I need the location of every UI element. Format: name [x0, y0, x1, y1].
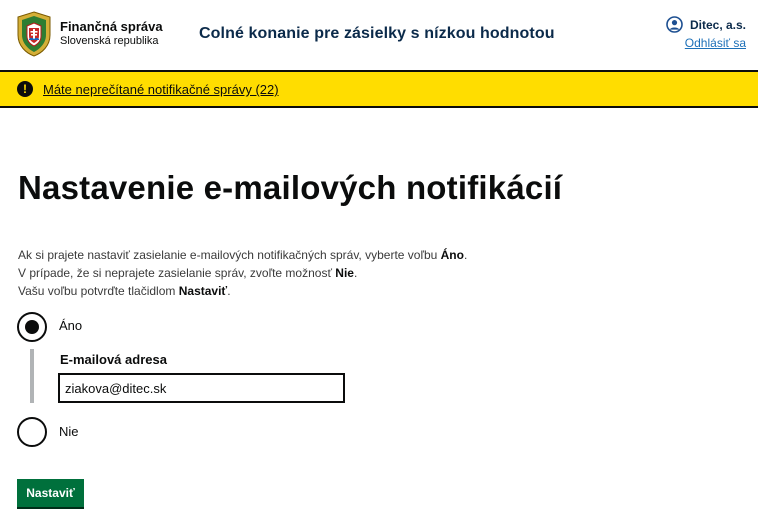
email-label: E-mailová adresa: [60, 352, 167, 367]
intro-line: Vašu voľbu potvrďte tlačidlom Nastaviť.: [18, 284, 231, 298]
service-title[interactable]: Colné konanie pre zásielky s nízkou hodnotou: [199, 25, 555, 42]
logout-link[interactable]: Odhlásiť sa: [684, 36, 746, 50]
state-emblem-icon[interactable]: [16, 11, 52, 57]
intro-line: Ak si prajete nastaviť zasielanie e-mailových notifikačných správ, vyberte voľbu Áno.: [18, 248, 468, 262]
org-block: [60, 19, 163, 48]
radio-no[interactable]: [17, 417, 47, 447]
unread-notifications-link[interactable]: Máte neprečítané notifikačné správy (22): [43, 82, 279, 97]
exclamation-icon: !: [17, 81, 33, 97]
org-name: Finančná správa: [60, 19, 163, 34]
org-subtitle: Slovenská republika: [60, 35, 159, 47]
user-name: Ditec, a.s.: [689, 17, 746, 32]
radio-selected-dot: [25, 320, 39, 334]
radio-no-label[interactable]: Nie: [59, 424, 79, 439]
intro-line: V prípade, že si neprajete zasielanie správ, zvoľte možnosť Nie.: [18, 266, 358, 280]
user-panel: [666, 16, 746, 50]
conditional-reveal-border: [30, 349, 34, 403]
intro-text: [18, 246, 467, 300]
site-header: [0, 0, 758, 72]
submit-button[interactable]: Nastaviť: [17, 479, 84, 507]
email-input[interactable]: [58, 373, 345, 403]
radio-yes[interactable]: [17, 312, 47, 342]
page-title: Nastavenie e-mailových notifikácií: [18, 169, 563, 206]
user-circle-icon: [666, 16, 683, 33]
radio-yes-label[interactable]: Áno: [59, 318, 83, 333]
notification-banner: [0, 72, 758, 108]
